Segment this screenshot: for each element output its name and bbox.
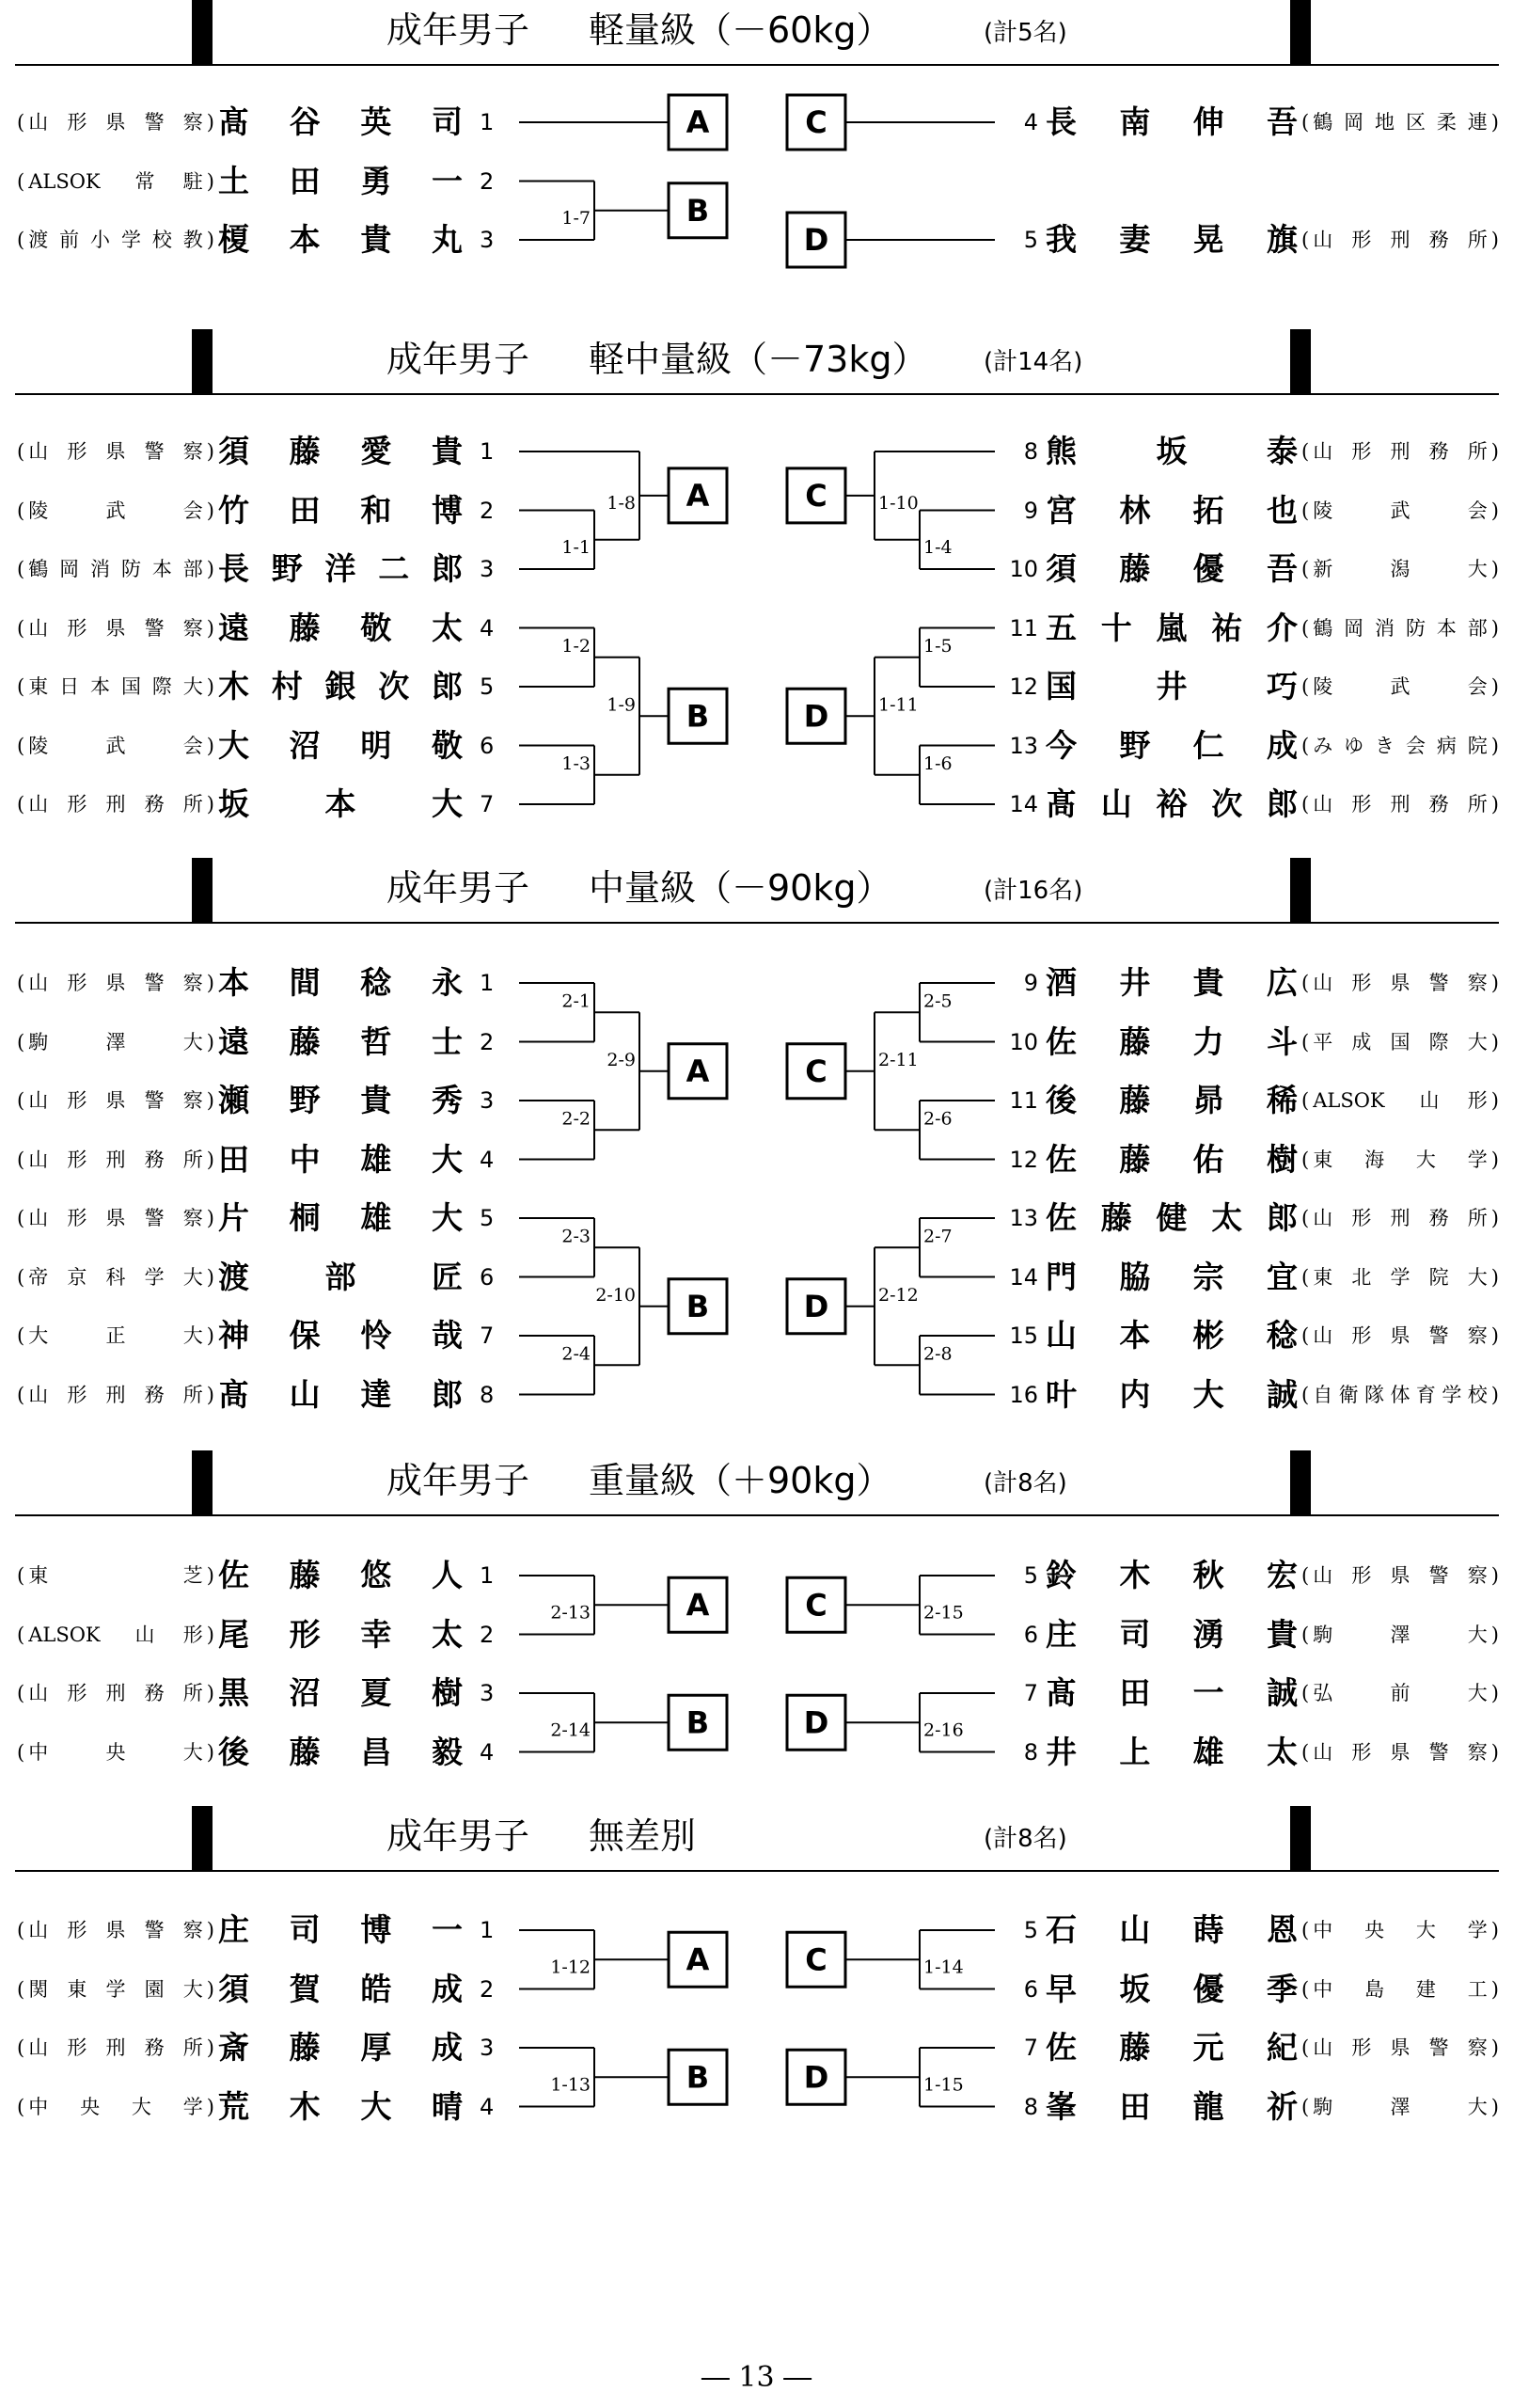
bracket-2-C-letter: C bbox=[805, 1053, 827, 1089]
competitor-row-right bbox=[0, 1317, 1513, 1354]
competitor-row-right bbox=[0, 610, 1513, 647]
affiliation: ( 山形県警察 ) bbox=[1301, 972, 1499, 994]
match-label-3-C: 2-15 bbox=[923, 1602, 964, 1624]
seed-number: 6 bbox=[1023, 1621, 1038, 1648]
bracket-0-A-letter: A bbox=[686, 104, 710, 140]
bracket-0-D-letter: D bbox=[803, 222, 829, 258]
seed-number: 8 bbox=[1023, 438, 1038, 465]
match-label-2-D: 2-12 bbox=[878, 1284, 919, 1306]
competitor-row-right bbox=[0, 668, 1513, 705]
match-label-1-C: 1-10 bbox=[878, 492, 919, 514]
affiliation: ( 山形刑務所 ) bbox=[1301, 793, 1499, 816]
competitor-row-right bbox=[0, 1971, 1513, 2008]
match-label-4-A: 1-12 bbox=[550, 1956, 591, 1978]
affiliation: ( 中央大学 ) bbox=[17, 2095, 214, 2118]
bracket-1-A-letter: A bbox=[686, 477, 710, 514]
match-label-4-B: 1-13 bbox=[550, 2074, 591, 2096]
affiliation: ( 鶴岡消防本部 ) bbox=[1301, 616, 1499, 640]
seed-number: 14 bbox=[1009, 1263, 1038, 1291]
affiliation: ( 陵武会 ) bbox=[17, 734, 214, 757]
match-label-2-B: 2-4 bbox=[561, 1343, 591, 1365]
competitor-name: 木村銀次郎 bbox=[218, 668, 463, 705]
competitor-name: 髙谷英司 bbox=[218, 103, 463, 140]
seed-number: 2 bbox=[480, 1975, 495, 2003]
affiliation: ( 鶴岡消防本部 ) bbox=[17, 558, 214, 580]
competitor-name: 片桐雄大 bbox=[218, 1199, 463, 1236]
seed-number: 5 bbox=[1023, 227, 1038, 253]
competitor-name: 髙山裕次郎 bbox=[1046, 785, 1298, 822]
competitor-name: 土田勇一 bbox=[218, 162, 463, 199]
seed-number: 3 bbox=[480, 1087, 495, 1114]
affiliation: ( 中央大学 ) bbox=[1301, 1919, 1499, 1941]
competitor-name: 榎本貴丸 bbox=[218, 221, 463, 258]
seed-number: 7 bbox=[480, 791, 495, 817]
competitor-row-right bbox=[0, 964, 1513, 1002]
competitor-name: 遠藤哲士 bbox=[218, 1022, 463, 1060]
competitor-row-right bbox=[0, 1376, 1513, 1414]
header-bar-left bbox=[192, 1806, 213, 1870]
affiliation: ( 山形県警察 ) bbox=[17, 1207, 214, 1229]
bracket-4-A-letter: A bbox=[686, 1941, 710, 1978]
competitor-name: 坂本大 bbox=[218, 785, 463, 822]
seed-number: 10 bbox=[1009, 556, 1038, 582]
seed-number: 4 bbox=[1023, 109, 1038, 135]
seed-number: 12 bbox=[1009, 673, 1038, 700]
affiliation: ( 山形県警察 ) bbox=[17, 440, 214, 463]
match-label-2-D: 2-7 bbox=[923, 1226, 953, 1247]
division-count: (計8名) bbox=[984, 1469, 1067, 1497]
competitor-name: 宮林拓也 bbox=[1046, 491, 1298, 529]
affiliation: ( 山形刑務所 ) bbox=[17, 1383, 214, 1406]
bracket-0-C-letter: C bbox=[805, 104, 827, 140]
affiliation: ( 山形県警察 ) bbox=[1301, 2036, 1499, 2059]
seed-number: 8 bbox=[1023, 1738, 1038, 1766]
competitor-row-right bbox=[0, 785, 1513, 823]
competitor-name: 庄司博一 bbox=[218, 1911, 463, 1948]
competitor-row-right bbox=[0, 2029, 1513, 2067]
division-title: 成年男子 bbox=[386, 339, 530, 380]
bracket-4-D-letter: D bbox=[803, 2059, 829, 2096]
match-label-1-B: 1-9 bbox=[607, 694, 636, 716]
affiliation: ( 山形刑務所 ) bbox=[1301, 440, 1499, 463]
competitor-row-right bbox=[0, 1141, 1513, 1179]
competitor-name: 荒木大晴 bbox=[218, 2087, 463, 2125]
seed-number: 5 bbox=[1023, 1562, 1038, 1589]
page-number: ― 13 ― bbox=[701, 2361, 812, 2394]
affiliation: ( 山形刑務所 ) bbox=[17, 793, 214, 816]
competitor-name: 佐藤元紀 bbox=[1046, 2029, 1298, 2066]
division-header bbox=[15, 1450, 1499, 1516]
affiliation: ( 関東学園大 ) bbox=[17, 1977, 214, 2001]
seed-number: 4 bbox=[480, 1146, 495, 1173]
competitor-name: 国井巧 bbox=[1046, 668, 1298, 705]
bracket-3-A-letter: A bbox=[686, 1587, 710, 1624]
bracket-3-D-letter: D bbox=[803, 1704, 829, 1741]
competitor-row-right bbox=[0, 1082, 1513, 1119]
affiliation: ( 山形刑務所 ) bbox=[17, 1148, 214, 1171]
competitor-row-right bbox=[0, 103, 1513, 141]
affiliation: ( ALSOK 山形 ) bbox=[17, 1623, 214, 1646]
competitor-name: 佐藤力斗 bbox=[1046, 1022, 1298, 1060]
seed-number: 2 bbox=[480, 497, 495, 524]
header-bar-right bbox=[1290, 858, 1311, 922]
affiliation: ( 駒澤大 ) bbox=[1301, 1623, 1499, 1646]
match-label-2-C: 2-5 bbox=[923, 990, 953, 1012]
match-label-1-A: 1-1 bbox=[561, 536, 591, 558]
seed-number: 9 bbox=[1023, 497, 1038, 524]
match-label-2-C: 2-11 bbox=[878, 1049, 919, 1070]
match-label-2-A: 2-2 bbox=[561, 1108, 591, 1130]
seed-number: 2 bbox=[480, 1621, 495, 1648]
competitor-row-right bbox=[0, 1259, 1513, 1296]
competitor-row-right bbox=[0, 727, 1513, 765]
competitor-row-right bbox=[0, 550, 1513, 588]
competitor-name: 竹田和博 bbox=[218, 491, 463, 529]
seed-number: 5 bbox=[480, 673, 495, 700]
affiliation: ( 帝京科学大 ) bbox=[17, 1265, 214, 1289]
header-bar-right bbox=[1290, 0, 1311, 64]
competitor-name: 佐藤悠人 bbox=[218, 1557, 463, 1593]
match-label-3-A: 2-13 bbox=[550, 1602, 591, 1624]
affiliation: ( 山形刑務所 ) bbox=[17, 1682, 214, 1704]
competitor-name: 佐藤健太郎 bbox=[1046, 1199, 1298, 1236]
header-bar-left bbox=[192, 329, 213, 393]
competitor-name: 叶内大誠 bbox=[1046, 1375, 1298, 1413]
seed-number: 3 bbox=[480, 1680, 495, 1706]
bracket-2-B-letter: B bbox=[686, 1288, 710, 1324]
seed-number: 10 bbox=[1009, 1028, 1038, 1055]
division-count: (計14名) bbox=[984, 348, 1083, 376]
bracket-2-D-letter: D bbox=[803, 1288, 829, 1324]
competitor-row-right bbox=[0, 1734, 1513, 1771]
seed-number: 7 bbox=[1023, 1680, 1038, 1706]
competitor-name: 髙山達郎 bbox=[218, 1375, 463, 1413]
division-weight: 無差別 bbox=[589, 1815, 697, 1857]
affiliation: ( 山形県警察 ) bbox=[17, 111, 214, 134]
affiliation: ( 中島建工 ) bbox=[1301, 1977, 1499, 2001]
match-label-2-B: 2-3 bbox=[561, 1226, 591, 1247]
division-weight: 軽中量級（－73kg） bbox=[589, 339, 928, 380]
match-label-2-D: 2-8 bbox=[923, 1343, 953, 1365]
competitor-name: 後藤昌毅 bbox=[218, 1733, 463, 1770]
affiliation: ( ALSOK 山形 ) bbox=[1301, 1089, 1499, 1112]
competitor-name: 門脇宗宜 bbox=[1046, 1258, 1298, 1295]
seed-number: 6 bbox=[480, 1263, 495, 1291]
competitor-row-right bbox=[0, 1911, 1513, 1949]
affiliation: ( 山形県警察 ) bbox=[17, 1089, 214, 1112]
seed-number: 16 bbox=[1009, 1381, 1038, 1408]
header-bar-left bbox=[192, 0, 213, 64]
competitor-row-right bbox=[0, 1557, 1513, 1594]
match-label-4-D: 1-15 bbox=[923, 2074, 964, 2096]
seed-number: 2 bbox=[480, 167, 495, 195]
seed-number: 14 bbox=[1009, 791, 1038, 817]
affiliation: ( 新潟大 ) bbox=[1301, 558, 1499, 580]
match-label-4-C: 1-14 bbox=[923, 1956, 964, 1978]
division-count: (計16名) bbox=[984, 877, 1083, 905]
match-label-2-A: 2-1 bbox=[561, 990, 591, 1012]
header-bar-right bbox=[1290, 329, 1311, 393]
seed-number: 4 bbox=[480, 2093, 495, 2120]
bracket-1-B-letter: B bbox=[686, 698, 710, 735]
bracket-0-B-letter: B bbox=[686, 192, 710, 229]
seed-number: 7 bbox=[1023, 2035, 1038, 2061]
affiliation: ( 陵武会 ) bbox=[1301, 675, 1499, 698]
affiliation: ( 渡前小学校教 ) bbox=[17, 229, 214, 251]
competitor-row-right bbox=[0, 221, 1513, 259]
seed-number: 13 bbox=[1009, 732, 1038, 759]
division-header bbox=[15, 1806, 1499, 1872]
competitor-row-right bbox=[0, 2088, 1513, 2126]
match-label-1-D: 1-5 bbox=[923, 635, 953, 657]
division-weight: 中量級（－90kg） bbox=[589, 867, 892, 909]
match-label-1-B: 1-2 bbox=[561, 635, 591, 657]
match-label-1-A: 1-8 bbox=[607, 492, 636, 514]
competitor-name: 石山蒔恩 bbox=[1046, 1911, 1298, 1948]
seed-number: 1 bbox=[480, 970, 495, 996]
bracket-1-C-letter: C bbox=[805, 477, 827, 514]
competitor-name: 須藤優吾 bbox=[1046, 550, 1298, 587]
competitor-name: 峯田龍祈 bbox=[1046, 2087, 1298, 2125]
affiliation: ( ALSOK 常駐 ) bbox=[17, 169, 214, 193]
match-label-0-B: 1-7 bbox=[561, 207, 591, 229]
affiliation: ( 自衛隊体育学校 ) bbox=[1301, 1383, 1499, 1406]
seed-number: 2 bbox=[480, 1028, 495, 1055]
affiliation: ( 鶴岡地区柔連 ) bbox=[1301, 111, 1499, 134]
match-label-2-C: 2-6 bbox=[923, 1108, 953, 1130]
affiliation: ( 中央大 ) bbox=[17, 1740, 214, 1764]
competitor-name: 山本彬稔 bbox=[1046, 1317, 1298, 1354]
affiliation: ( 東海大学 ) bbox=[1301, 1148, 1499, 1171]
competitor-row-left bbox=[0, 163, 527, 200]
seed-number: 6 bbox=[480, 732, 495, 759]
header-bar-left bbox=[192, 858, 213, 922]
competitor-name: 長南伸吾 bbox=[1046, 103, 1298, 140]
competitor-name: 田中雄大 bbox=[218, 1140, 463, 1178]
bracket-4-C-letter: C bbox=[805, 1941, 827, 1978]
division-header bbox=[15, 329, 1499, 395]
seed-number: 1 bbox=[480, 438, 495, 465]
competitor-row-right bbox=[0, 1674, 1513, 1712]
seed-number: 11 bbox=[1009, 1087, 1038, 1114]
competitor-row-right bbox=[0, 492, 1513, 530]
affiliation: ( 山形刑務所 ) bbox=[1301, 1207, 1499, 1229]
competitor-name: 渡部匠 bbox=[218, 1258, 463, 1295]
match-label-1-D: 1-6 bbox=[923, 752, 953, 774]
competitor-name: 後藤昴稀 bbox=[1046, 1082, 1298, 1118]
competitor-name: 庄司湧貴 bbox=[1046, 1615, 1298, 1653]
seed-number: 1 bbox=[480, 109, 495, 135]
seed-number: 8 bbox=[480, 1381, 495, 1408]
seed-number: 8 bbox=[1023, 2093, 1038, 2120]
affiliation: ( 山形県警察 ) bbox=[17, 1919, 214, 1941]
affiliation: ( 山形県警察 ) bbox=[17, 972, 214, 994]
seed-number: 6 bbox=[1023, 1975, 1038, 2003]
competitor-row-right bbox=[0, 1199, 1513, 1237]
competitor-name: 遠藤敬太 bbox=[218, 609, 463, 646]
competitor-name: 髙田一誠 bbox=[1046, 1674, 1298, 1711]
competitor-name: 尾形幸太 bbox=[218, 1615, 463, 1653]
division-title: 成年男子 bbox=[386, 867, 530, 909]
bracket-3-B-letter: B bbox=[686, 1704, 710, 1741]
competitor-name: 大沼明敬 bbox=[218, 726, 463, 764]
seed-number: 3 bbox=[480, 2035, 495, 2061]
match-label-1-D: 1-11 bbox=[878, 694, 919, 716]
division-header bbox=[15, 0, 1499, 66]
bracket-1-D-letter: D bbox=[803, 698, 829, 735]
header-bar-right bbox=[1290, 1450, 1311, 1514]
seed-number: 4 bbox=[480, 614, 495, 642]
competitor-row-right bbox=[0, 1616, 1513, 1654]
header-bar-right bbox=[1290, 1806, 1311, 1870]
affiliation: ( 平成国際大 ) bbox=[1301, 1030, 1499, 1054]
seed-number: 15 bbox=[1009, 1323, 1038, 1349]
seed-number: 5 bbox=[1023, 1917, 1038, 1943]
seed-number: 3 bbox=[480, 556, 495, 582]
match-label-2-B: 2-10 bbox=[595, 1284, 636, 1306]
competitor-name: 瀬野貴秀 bbox=[218, 1082, 463, 1118]
competitor-row-right bbox=[0, 1023, 1513, 1061]
match-label-1-B: 1-3 bbox=[561, 752, 591, 774]
competitor-name: 本間稔永 bbox=[218, 964, 463, 1001]
affiliation: ( 駒澤大 ) bbox=[17, 1030, 214, 1054]
competitor-name: 神保怜哉 bbox=[218, 1317, 463, 1354]
affiliation: ( 陵武会 ) bbox=[17, 499, 214, 522]
seed-number: 1 bbox=[480, 1562, 495, 1589]
affiliation: ( 東日本国際大 ) bbox=[17, 675, 214, 698]
division-title: 成年男子 bbox=[386, 1815, 530, 1857]
competitor-name: 黒沼夏樹 bbox=[218, 1674, 463, 1711]
affiliation: ( 大正大 ) bbox=[17, 1324, 214, 1347]
division-weight: 重量級（＋90kg） bbox=[589, 1460, 892, 1501]
affiliation: ( みゆき会病院 ) bbox=[1301, 734, 1499, 757]
seed-number: 7 bbox=[480, 1323, 495, 1349]
competitor-name: 鈴木秋宏 bbox=[1046, 1557, 1298, 1593]
match-label-1-C: 1-4 bbox=[923, 536, 953, 558]
affiliation: ( 山形県警察 ) bbox=[1301, 1564, 1499, 1587]
bracket-3-C-letter: C bbox=[805, 1587, 827, 1624]
competitor-name: 斎藤厚成 bbox=[218, 2029, 463, 2066]
affiliation: ( 東芝 ) bbox=[17, 1564, 214, 1587]
match-label-2-A: 2-9 bbox=[607, 1049, 636, 1070]
competitor-row-right bbox=[0, 433, 1513, 470]
division-count: (計5名) bbox=[984, 19, 1067, 47]
competitor-name: 我妻晃旗 bbox=[1046, 221, 1298, 258]
seed-number: 9 bbox=[1023, 970, 1038, 996]
division-title: 成年男子 bbox=[386, 9, 530, 51]
competitor-name: 須藤愛貴 bbox=[218, 433, 463, 469]
competitor-name: 長野洋二郎 bbox=[218, 550, 463, 587]
division-weight: 軽量級（－60kg） bbox=[589, 9, 892, 51]
affiliation: ( 山形県警察 ) bbox=[1301, 1324, 1499, 1347]
division-title: 成年男子 bbox=[386, 1460, 530, 1501]
header-bar-left bbox=[192, 1450, 213, 1514]
competitor-name: 今野仁成 bbox=[1046, 726, 1298, 764]
division-header bbox=[15, 858, 1499, 924]
competitor-name: 佐藤佑樹 bbox=[1046, 1140, 1298, 1178]
affiliation: ( 山形県警察 ) bbox=[17, 616, 214, 640]
bracket-2-A-letter: A bbox=[686, 1053, 710, 1089]
competitor-name: 五十嵐祐介 bbox=[1046, 609, 1298, 646]
affiliation: ( 山形刑務所 ) bbox=[1301, 229, 1499, 251]
affiliation: ( 山形刑務所 ) bbox=[17, 2036, 214, 2059]
competitor-name: 酒井貴広 bbox=[1046, 964, 1298, 1001]
affiliation: ( 駒澤大 ) bbox=[1301, 2095, 1499, 2118]
bracket-4-B-letter: B bbox=[686, 2059, 710, 2096]
division-count: (計8名) bbox=[984, 1825, 1067, 1853]
affiliation: ( 東北学院大 ) bbox=[1301, 1265, 1499, 1289]
seed-number: 5 bbox=[480, 1205, 495, 1231]
competitor-name: 須賀皓成 bbox=[218, 1970, 463, 2007]
competitor-name: 井上雄太 bbox=[1046, 1733, 1298, 1770]
seed-number: 1 bbox=[480, 1917, 495, 1943]
seed-number: 4 bbox=[480, 1738, 495, 1766]
match-label-3-D: 2-16 bbox=[923, 1719, 964, 1741]
affiliation: ( 陵武会 ) bbox=[1301, 499, 1499, 522]
seed-number: 12 bbox=[1009, 1146, 1038, 1173]
competitor-name: 早坂優季 bbox=[1046, 1970, 1298, 2007]
seed-number: 13 bbox=[1009, 1205, 1038, 1231]
match-label-3-B: 2-14 bbox=[550, 1719, 591, 1741]
seed-number: 3 bbox=[480, 227, 495, 253]
competitor-name: 熊坂泰 bbox=[1046, 433, 1298, 469]
affiliation: ( 山形県警察 ) bbox=[1301, 1740, 1499, 1764]
affiliation: ( 弘前大 ) bbox=[1301, 1682, 1499, 1704]
seed-number: 11 bbox=[1009, 614, 1038, 642]
